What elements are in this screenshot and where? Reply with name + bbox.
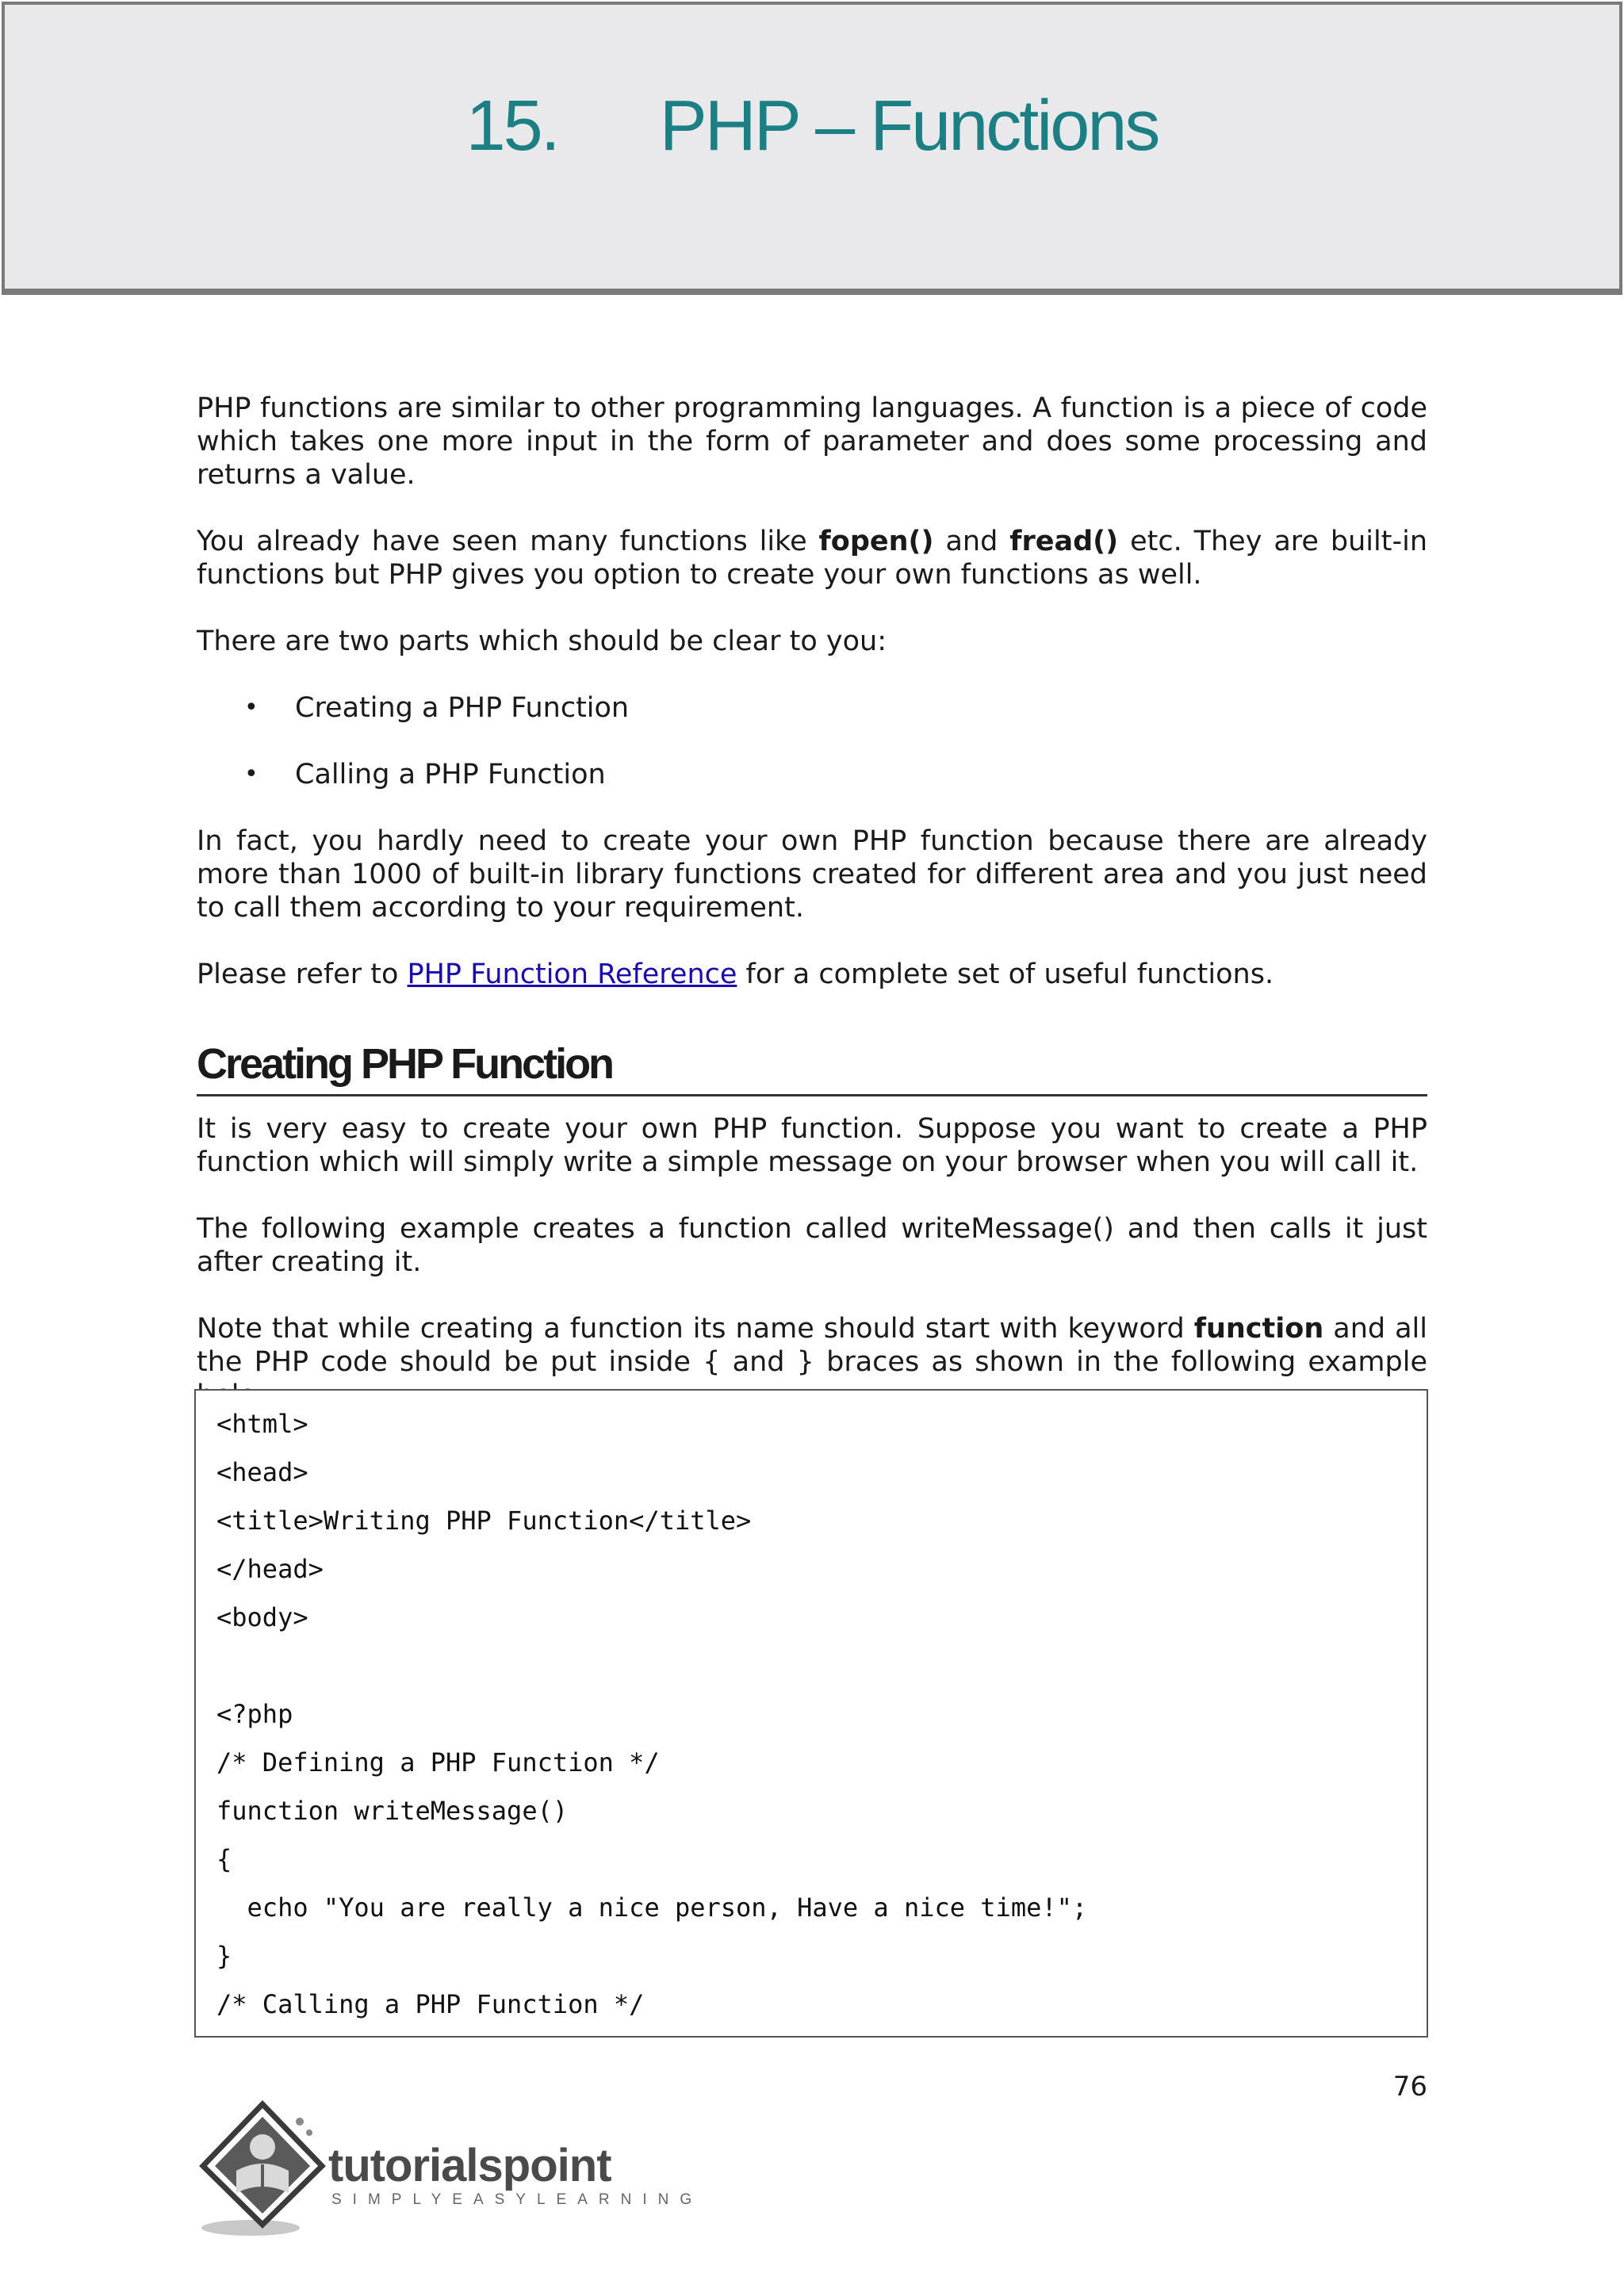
text-run: and all the PHP code should be put inside { and } braces as shown in the following example xyxy=(197,1313,1427,1378)
code-line: <body> xyxy=(216,1602,308,1632)
list-item xyxy=(197,691,1427,725)
code-line: { xyxy=(216,1844,232,1874)
text-run: You already have seen many functions like xyxy=(197,526,819,557)
list-item xyxy=(197,758,1427,791)
code-line: /* Defining a PHP Function */ xyxy=(216,1747,660,1777)
tutorialspoint-logo xyxy=(195,2098,703,2241)
code-line: </head> xyxy=(216,1554,324,1584)
code-term-fread: fread() xyxy=(1009,526,1119,557)
logo-wordmark: tutorialspoint xyxy=(328,2140,611,2191)
chapter-banner xyxy=(2,2,1622,295)
list-item-label: Calling a PHP Function xyxy=(295,759,606,790)
keyword-function: function xyxy=(1193,1313,1324,1345)
chapter-title-text: PHP – Functions xyxy=(659,86,1159,166)
text-run: Please refer to xyxy=(197,959,408,990)
bullet-icon: • xyxy=(244,760,259,788)
text-run: for a complete set of useful functions. xyxy=(737,959,1274,990)
section-paragraph-2: The following example creates a function called writeMessage() and then calls it just after creating it. xyxy=(197,1213,1427,1278)
page-content xyxy=(197,392,1427,1445)
code-line: echo "You are really a nice person, Have a nice time!"; xyxy=(216,1892,1088,1923)
php-function-reference-link[interactable]: PHP Function Reference xyxy=(407,959,737,990)
text-run: Note that while creating a function its name should start with keyword xyxy=(197,1313,1194,1345)
section-paragraph-1: It is very easy to create your own PHP function. Suppose you want to create a PHP function which will simply write a simple message on your browser when you will call it. xyxy=(197,1113,1427,1178)
page-number: 76 xyxy=(1392,2071,1427,2103)
bullet-icon: • xyxy=(244,694,259,721)
list-item-label: Creating a PHP Function xyxy=(295,692,630,724)
text-run: etc. They are built-in functions but PHP gives you option to create your own functions as well. xyxy=(197,526,1427,591)
bullet-list xyxy=(197,691,1427,791)
code-example xyxy=(194,1389,1428,2038)
section-heading: Creating PHP Function xyxy=(197,1039,1427,1096)
intro-paragraph-3: There are two parts which should be clear to you: xyxy=(197,626,887,657)
code-line: function writeMessage() xyxy=(216,1796,569,1826)
code-term-fopen: fopen() xyxy=(818,526,934,557)
code-line xyxy=(216,1650,1406,1698)
intro-paragraph-2 xyxy=(197,525,1427,591)
chapter-number: 15. xyxy=(465,86,558,166)
text-run: and xyxy=(933,526,1010,557)
logo-tagline: SIMPLYEASYLEARNING xyxy=(331,2191,703,2208)
code-line: <head> xyxy=(216,1457,308,1487)
code-line: } xyxy=(216,1941,232,1971)
intro-paragraph-4: In fact, you hardly need to create your own PHP function because there are already more than 1000 of built-in library functions created for different area and you just need to call them according to your requirement. xyxy=(197,825,1427,924)
intro-paragraph-1: PHP functions are similar to other programming languages. A function is a piece of code which takes one more input in the form of parameter and does some processing and returns a value. xyxy=(197,392,1427,491)
chapter-title xyxy=(5,86,1619,166)
code-line: <?php xyxy=(216,1699,293,1729)
code-line: /* Calling a PHP Function */ xyxy=(216,1989,645,2019)
logo-diamond-icon xyxy=(195,2098,330,2241)
code-line: <title>Writing PHP Function</title> xyxy=(216,1506,752,1536)
intro-paragraph-5 xyxy=(197,958,1427,991)
code-line: <html> xyxy=(216,1409,308,1439)
